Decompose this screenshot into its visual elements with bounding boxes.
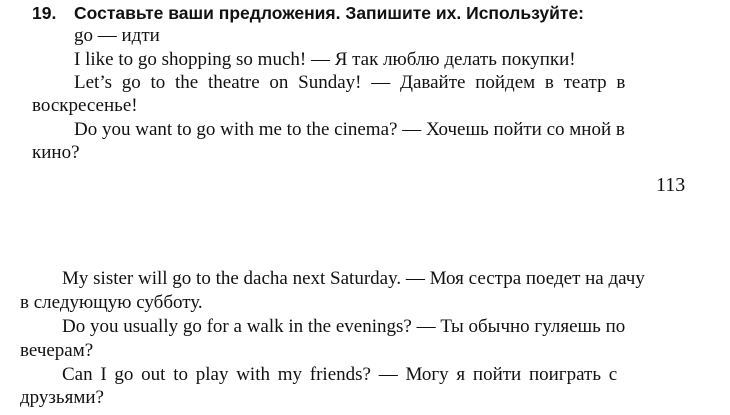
page-number: 113 [656, 174, 686, 196]
sentence-line: воскресенье! [32, 95, 138, 116]
sentence-line: в следующую субботу. [20, 292, 203, 313]
sentence-line: Do you usually go for a walk in the evenings? — Ты обычно гуляешь по [62, 316, 626, 337]
sentence-line: I like to go shopping so much! — Я так люблю делать покупки! [74, 49, 576, 70]
sentence-line: My sister will go to the dacha next Saturday. — Моя сестра поедет на дачу [62, 268, 645, 289]
sentence-line: вечерам? [20, 340, 94, 361]
sentence-line: Do you want to go with me to the cinema? — Хочешь пойти со мной в [74, 119, 625, 140]
exercise-phrase: go — идти [74, 25, 160, 46]
sentence-line: Let’s go to the theatre on Sunday! — Давайте пойдем в театр в [74, 72, 626, 93]
sentence-line: Can I go out to play with my friends? — Могу я пойти поиграть с [62, 364, 618, 385]
exercise-heading [32, 2, 584, 24]
exercise-number: 19. [32, 3, 57, 23]
sentence-line: друзьями? [20, 387, 104, 408]
exercise-instruction: Составьте ваши предложения. Запишите их. Используйте: [74, 3, 585, 23]
sentence-line: кино? [32, 142, 80, 163]
